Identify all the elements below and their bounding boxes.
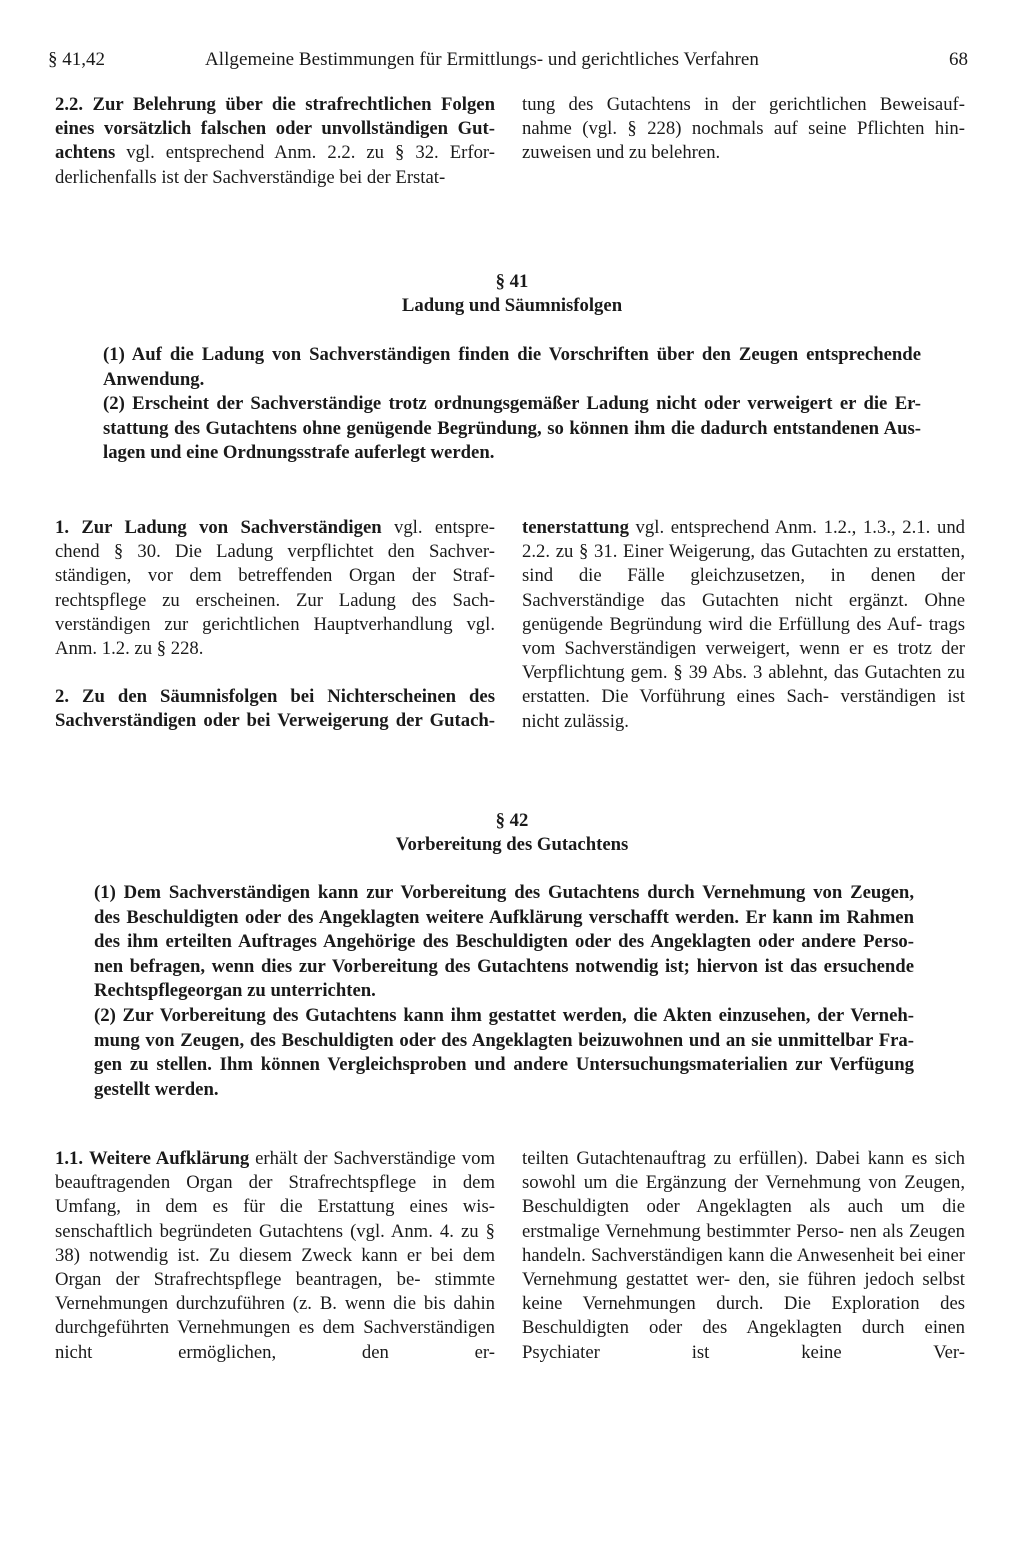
text-line: und 2.2. zu § 31. Einer Weigerung, das Gutachten zu bbox=[522, 517, 965, 563]
statute-line-wrap bbox=[103, 417, 921, 442]
text-line: vom beauftragenden Organ der Strafrechtspflege in bbox=[55, 1148, 495, 1194]
statute-line-wrap bbox=[94, 1053, 914, 1078]
top-commentary-right-column bbox=[522, 93, 965, 166]
text-line: zuweisen und zu belehren. bbox=[522, 142, 721, 164]
text-line: senschaftlich begründeten Gutachtens (vgl. Anm. 4. bbox=[55, 1220, 454, 1242]
commentary-left-column bbox=[55, 516, 495, 734]
statute-paragraph-1 bbox=[103, 343, 921, 368]
statute-line-end bbox=[94, 1078, 914, 1103]
statute-line: (2) Erscheint der Sachverständige trotz ordnungsgemäßer Ladung nicht oder verweigert er die Er- bbox=[103, 393, 921, 415]
text-line: vgl. entsprechend Anm. 1.2., 1.3., 2.1. bbox=[628, 517, 931, 538]
statute-line-wrap bbox=[94, 1029, 914, 1054]
text-line: vgl. entsprechend Anm. 2.2. zu § 32. Erfor- bbox=[115, 142, 495, 164]
commentary-paragraph-1 bbox=[55, 516, 495, 661]
text-line: verständigen zur gerichtlichen Hauptverhandlung bbox=[55, 613, 453, 635]
text-line: dem Umfang, in dem es für die Erstattung eines wis- bbox=[55, 1172, 495, 1218]
text-line: teilten Gutachtenauftrag zu erfüllen). Dabei kann es bbox=[522, 1148, 928, 1169]
text-line: genügende Begründung wird die Erfüllung des Auf- bbox=[522, 613, 923, 635]
text-line: vgl. Anm. 1.2. zu § 228. bbox=[55, 613, 496, 660]
statute-line-wrap bbox=[94, 930, 914, 955]
text-line: Anwesenheit bei einer Vernehmung gestattet wer- bbox=[522, 1244, 966, 1291]
section-41-heading bbox=[0, 270, 1024, 318]
statute-line: gen zu stellen. Ihm können Vergleichsproben und andere Untersuchungsmaterialien zur Verfügung bbox=[94, 1054, 914, 1076]
text-line: verständigen ist nicht zulässig. bbox=[522, 686, 966, 732]
section-41-statute bbox=[103, 343, 921, 466]
bold-heading: eines vorsätzlich falschen oder unvollständigen Gut- bbox=[55, 118, 495, 140]
text-line: ständigen, vor dem betreffenden Organ der Straf- bbox=[55, 565, 495, 587]
section-number: § 41 bbox=[495, 271, 529, 292]
section-42-statute bbox=[94, 881, 914, 1102]
section-number: § 42 bbox=[495, 810, 529, 831]
section-42-heading bbox=[0, 809, 1024, 857]
text-line: die bis dahin durchgeführten Vernehmungen es bbox=[55, 1293, 496, 1339]
statute-line: gestellt werden. bbox=[94, 1078, 219, 1100]
commentary-paragraph bbox=[55, 1147, 495, 1365]
text-line: trags vom Sachverständigen verweigert, wenn er es bbox=[522, 613, 966, 660]
text-line: stimmte Vernehmungen durchzuführen (z. B. wenn bbox=[55, 1269, 495, 1315]
commentary-paragraph-continued bbox=[522, 516, 965, 734]
text-line: rechtspflege zu erscheinen. Zur Ladung des Sach- bbox=[55, 589, 495, 611]
running-head bbox=[48, 49, 968, 75]
text-line: Gutachten zu erstatten. Die Vorführung eines Sach- bbox=[522, 662, 966, 708]
statute-line: des ihm erteilten Auftrages Angehörige des Beschuldigten oder des Angeklagten oder andere Perso- bbox=[94, 931, 914, 953]
commentary-right-column bbox=[522, 1147, 965, 1365]
statute-line-end bbox=[103, 441, 921, 466]
text-line: chend § 30. Die Ladung verpflichtet den Sachver- bbox=[55, 541, 495, 563]
statute-line: nen befragen, wenn dies zur Vorbereitung des Gutachtens notwendig ist; hiervon ist das ersuchende bbox=[94, 955, 914, 977]
paragraph-number: 2. bbox=[55, 686, 70, 708]
statute-line-wrap bbox=[94, 1004, 914, 1029]
statute-line: Anwendung. bbox=[103, 368, 205, 390]
paragraph-number: 2.2. bbox=[55, 94, 84, 115]
running-head-title: Allgemeine Bestimmungen für Ermittlungs- und gerichtliches Verfahren bbox=[205, 49, 759, 70]
statute-line: des Beschuldigten oder des Angeklagten weitere Aufklärung verschafft werden. Er kann im Rahmen bbox=[94, 906, 914, 928]
section-title: Ladung und Säumnisfolgen bbox=[401, 295, 623, 316]
commentary-paragraph bbox=[522, 93, 965, 166]
statute-line: (1) Auf die Ladung von Sachverständigen finden die Vorschriften über den Zeugen entsprechende bbox=[103, 344, 921, 365]
text-line: erhält der Sachverständige bbox=[249, 1148, 456, 1169]
statute-line-end bbox=[94, 979, 914, 1004]
bold-heading: tenerstattung bbox=[522, 517, 629, 538]
bold-heading: Zur Belehrung über die strafrechtlichen Folgen bbox=[92, 94, 495, 115]
bold-heading: Weitere Aufklärung bbox=[88, 1148, 250, 1169]
text-line: nen als Zeugen handeln. Sachverständigen kann die bbox=[522, 1220, 965, 1266]
statute-line: lagen und eine Ordnungsstrafe auferlegt werden. bbox=[103, 442, 495, 464]
statute-paragraph-2 bbox=[103, 392, 921, 417]
paragraph-number: 1. bbox=[55, 517, 70, 538]
text-line: zu § 38) notwendig ist. Zu diesem Zweck kann er bei bbox=[55, 1220, 495, 1266]
bold-heading: Sachverständigen oder bei Verweigerung der Gutach- bbox=[55, 710, 495, 732]
text-line: Sachverständige das Gutachten nicht ergänzt. Ohne bbox=[522, 589, 965, 611]
commentary-right-column bbox=[522, 516, 965, 734]
bold-heading: achtens bbox=[55, 142, 116, 164]
text-line: derlichenfalls ist der Sachverständige bei der Erstat- bbox=[55, 166, 446, 188]
commentary-paragraph-2 bbox=[55, 685, 495, 733]
page-number: 68 bbox=[949, 49, 968, 70]
statute-line-end bbox=[103, 368, 921, 393]
text-line: dem Sachverständigen nicht ermöglichen, den er- bbox=[55, 1317, 495, 1363]
top-commentary-left-column bbox=[55, 93, 495, 190]
text-line: dem Organ der Strafrechtspflege beantragen, be- bbox=[55, 1244, 496, 1291]
text-line: durch. Die Exploration des Beschuldigten oder des bbox=[522, 1293, 966, 1339]
statute-line: stattung des Gutachtens ohne genügende Begründung, so können ihm die dadurch entstandenen Aus- bbox=[103, 417, 921, 439]
bold-heading: Zu den Säumnisfolgen bei Nichterscheinen des bbox=[82, 686, 495, 708]
statute-line: Rechtspflegeorgan zu unterrichten. bbox=[94, 980, 376, 1002]
text-line: Angeklagten durch einen Psychiater ist keine Ver- bbox=[522, 1317, 966, 1363]
statute-line: (1) Dem Sachverständigen kann zur Vorbereitung des Gutachtens durch Vernehmung von Zeugen, bbox=[94, 882, 914, 903]
text-line: erstatten, sind die Fälle gleichzusetzen, in denen der bbox=[522, 541, 965, 587]
text-line: um die erstmalige Vernehmung bestimmter Perso- bbox=[522, 1196, 966, 1242]
statute-line-wrap bbox=[94, 881, 914, 906]
statute-line-wrap bbox=[94, 906, 914, 931]
text-line: trotz der Verpflichtung gem. § 39 Abs. 3 ablehnt, das bbox=[522, 638, 965, 684]
commentary-paragraph bbox=[55, 93, 495, 190]
statute-line: mung von Zeugen, des Beschuldigten oder des Angeklagten beizuwohnen und an sie unmittelbar Fra- bbox=[94, 1029, 914, 1051]
text-line: den, sie führen jedoch selbst keine Vernehmungen bbox=[522, 1269, 965, 1315]
text-line: sich sowohl um die Ergänzung der Vernehmung von bbox=[522, 1148, 966, 1194]
running-head-section: § 41,42 bbox=[48, 49, 105, 70]
text-line: vgl. entspre- bbox=[381, 517, 496, 538]
text-line: nahme (vgl. § 228) nochmals auf seine Pflichten hin- bbox=[522, 118, 965, 140]
text-line: Zeugen, Beschuldigten oder Angeklagten als auch bbox=[522, 1172, 965, 1218]
paragraph-number: 1.1. bbox=[55, 1148, 84, 1169]
commentary-paragraph-continued bbox=[522, 1147, 965, 1365]
statute-line: (2) Zur Vorbereitung des Gutachtens kann ihm gestattet werden, die Akten einzusehen, der Verneh- bbox=[94, 1004, 914, 1026]
bold-heading: Zur Ladung von Sachverständigen bbox=[81, 517, 382, 538]
section-title: Vorbereitung des Gutachtens bbox=[395, 834, 629, 855]
text-line: tung des Gutachtens in der gerichtlichen Beweisauf- bbox=[522, 94, 965, 115]
statute-line-wrap bbox=[94, 955, 914, 980]
commentary-left-column bbox=[55, 1147, 495, 1365]
